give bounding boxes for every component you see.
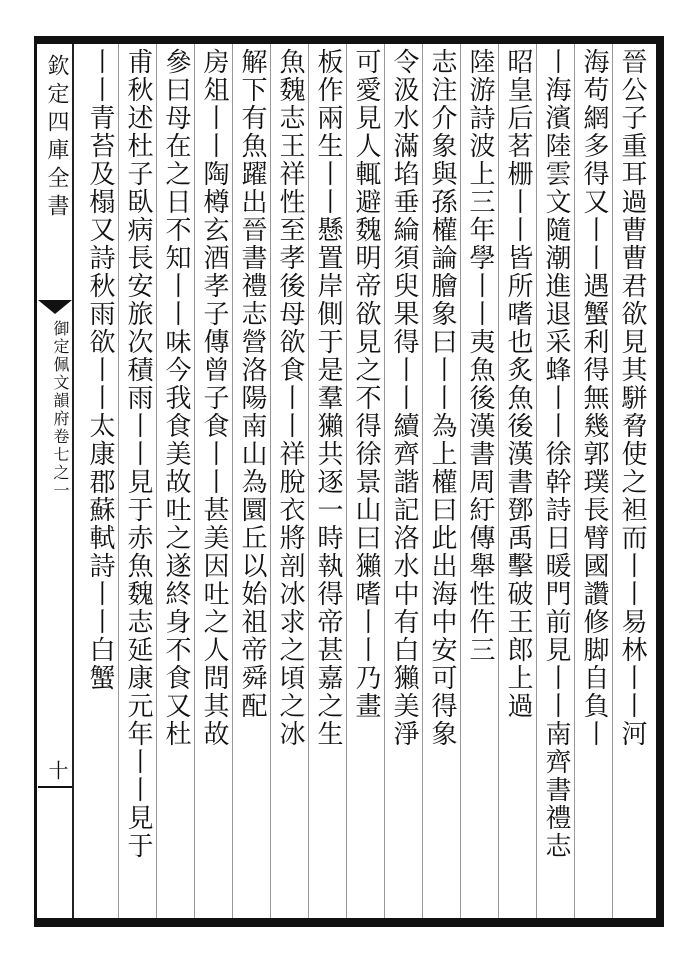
column-rule xyxy=(574,44,575,918)
page-frame-bottom xyxy=(34,918,664,927)
text-column-7: 令汲水滿埳垂綸須臾果得丨丨續齊諧記洛水中有白獺美淨 xyxy=(389,48,419,748)
column-rule xyxy=(498,44,499,918)
text-column-6: 志注介象與孫權論膾象曰丨丨為上權曰此出海中安可得象 xyxy=(427,48,457,748)
fish-tail-mark xyxy=(38,300,72,314)
column-rule xyxy=(270,44,271,918)
margin-book-title: 御定佩文韻府卷七之一 xyxy=(51,320,70,500)
column-rule xyxy=(232,44,233,918)
column-rule xyxy=(422,44,423,918)
column-rule xyxy=(194,44,195,918)
text-column-4: 昭皇后茗栅丨丨皆所嗜也炙魚後漢書鄧禹擊破王郎上過 xyxy=(503,48,533,720)
column-rule xyxy=(308,44,309,918)
page-frame-left xyxy=(34,36,37,927)
column-rule xyxy=(346,44,347,918)
column-rule xyxy=(536,44,537,918)
text-column-10: 魚魏志王祥性至孝後母欲食丨丨祥脫衣將剖冰求之頃之冰 xyxy=(275,48,305,748)
margin-page-line xyxy=(38,786,72,788)
text-column-11: 解下有魚躍出晉書禮志營洛陽南山為圜丘以始祖帝舜配 xyxy=(237,48,267,720)
text-column-15: 丨丨青苔及榻又詩秋雨欲丨丨太康郡蘇軾詩丨丨白蟹 xyxy=(85,48,115,692)
text-column-9: 板作兩生丨丨懸置岸側于是羣獺共逐一時執得帝甚嘉之生 xyxy=(313,48,343,748)
margin-title: 欽定四庫全書 xyxy=(44,54,69,222)
column-rule xyxy=(118,44,119,918)
column-rule xyxy=(460,44,461,918)
text-column-14: 甫秋述杜子臥病長安旅次積雨丨丨見于赤魚魏志延康元年丨丨見于 xyxy=(123,48,153,860)
text-column-2: 海苟網多得又丨丨遇蟹利得無幾郭璞長臂國讚修脚自負丨 xyxy=(579,48,609,748)
column-rule xyxy=(612,44,613,918)
text-column-13: 參曰母在之日不知丨丨味今我食美故吐之遂終身不食又杜 xyxy=(161,48,191,748)
margin-page-number: 十 xyxy=(45,760,69,780)
page-frame-top xyxy=(34,36,664,44)
text-column-3: 丨海濱陸雲文隨潮進退采蜂丨丨徐幹詩日暖門前見丨丨南齊書禮志 xyxy=(541,48,571,860)
text-column-8: 可愛見人輒避魏明帝欲見之不得徐景山曰獺嗜丨丨乃畫 xyxy=(351,48,381,720)
text-column-12: 房俎丨丨陶樽玄酒孝子傳曾子食丨丨甚美因吐之人問其故 xyxy=(199,48,229,748)
column-rule xyxy=(384,44,385,918)
text-column-5: 陸游詩波上三年學丨丨夷魚後漢書周紆傳舉性仵三 xyxy=(465,48,495,664)
margin-rule xyxy=(72,44,74,918)
text-column-1: 晉公子重耳過曹曹君欲見其駢脅使之袒而丨丨易林丨丨河 xyxy=(617,48,647,748)
column-rule xyxy=(156,44,157,918)
page-frame-right xyxy=(656,36,664,927)
